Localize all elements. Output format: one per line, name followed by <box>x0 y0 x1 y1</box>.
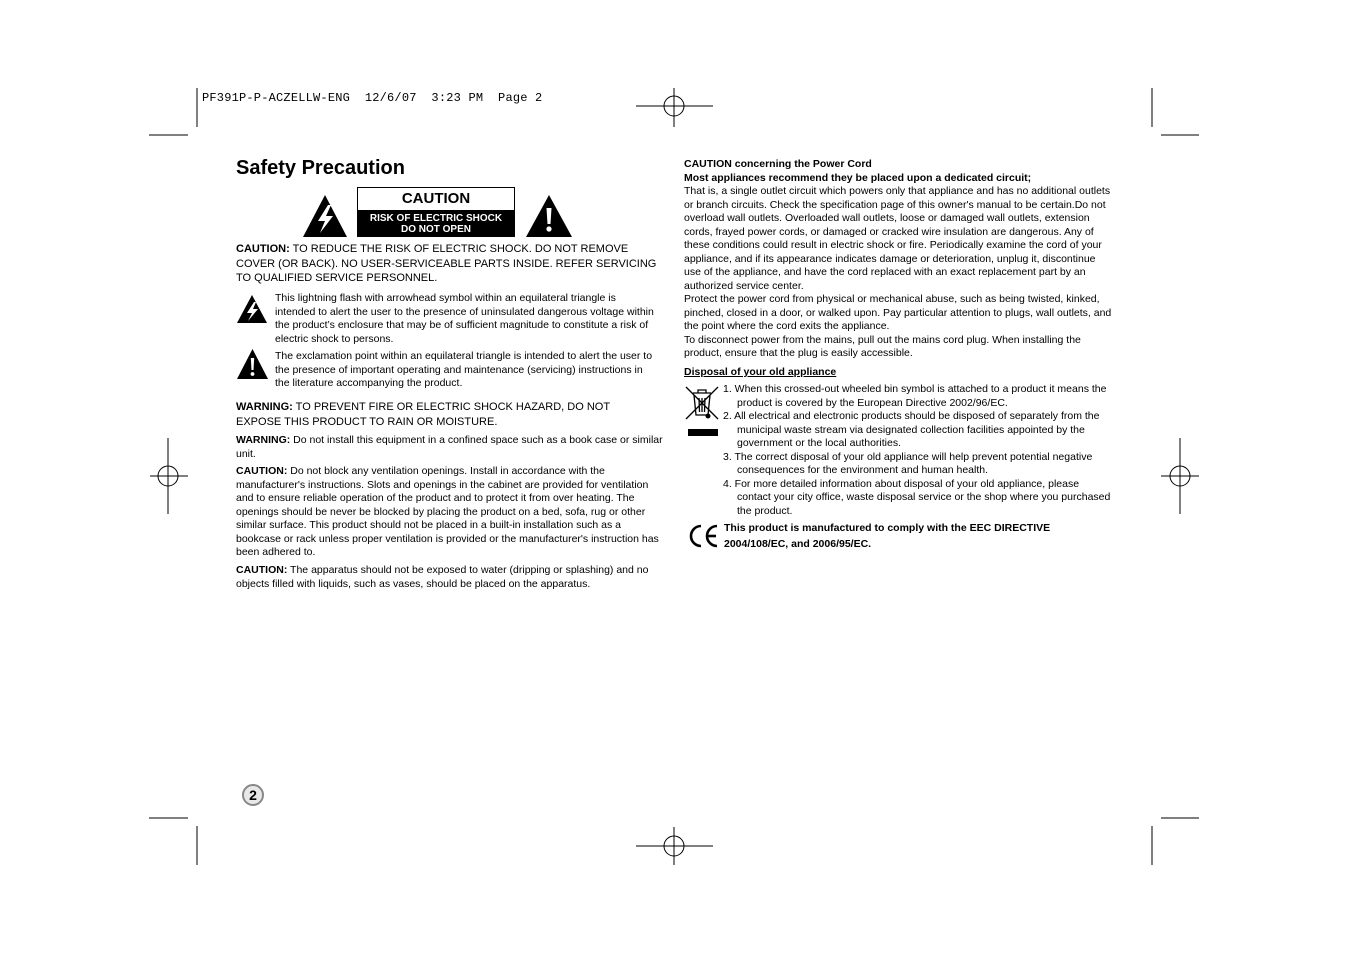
ventilation-paragraph <box>236 465 666 560</box>
exclamation-note: The exclamation point within an equilateral triangle is intended to alert the user to the presence of important operating and maintenance (servicing) instructions in the literature accompanying the product. <box>275 350 653 389</box>
cord-subheading: Most appliances recommend they be placed upon a dedicated circuit; <box>684 171 1032 184</box>
disposal-item: 1. When this crossed-out wheeled bin symbol is attached to a product it means the product is covered by the European Directive 2002/96/EC. <box>723 383 1107 409</box>
warning-paragraph-2 <box>236 434 666 461</box>
caution-label <box>357 187 515 237</box>
caution-lead: CAUTION: <box>236 243 290 255</box>
disposal-item: 2. All electrical and electronic products should be disposed of separately from the municipal waste stream via designated collection facilities appointed by the government or the local authorities. <box>723 410 1100 449</box>
ce-mark-icon <box>686 522 720 550</box>
warning-text-1: TO PREVENT FIRE OR ELECTRIC SHOCK HAZARD, DO NOT EXPOSE THIS PRODUCT TO RAIN OR MOISTURE. <box>236 401 610 428</box>
cord-paragraph-2: Protect the power cord from physical or mechanical abuse, such as being twisted, kinked, pinched, closed in a door, or walked upon. Pay particular attention to plugs, wall outlets, and the point where the cord exits the appliance. <box>684 293 1112 332</box>
disposal-item: 3. The correct disposal of your old appliance will help prevent potential negative consequences for the environment and human health. <box>723 450 1093 476</box>
caution-text: TO REDUCE THE RISK OF ELECTRIC SHOCK. DO NOT REMOVE COVER (OR BACK). NO USER-SERVICEABLE PARTS INSIDE. REFER SERVICING TO QUALIFIED SERVICE PERSONNEL. <box>236 243 657 284</box>
water-text: The apparatus should not be exposed to water (dripping or splashing) and no objects filled with liquids, such as vases, should be placed on the apparatus. <box>236 564 649 590</box>
lightning-triangle-small-icon <box>236 294 268 324</box>
lightning-note: This lightning flash with arrowhead symbol within an equilateral triangle is intended to alert the user to the presence of uninsulated dangerous voltage within the product’s enclosure that may be of sufficient magnitude to constitute a risk of electric shock to persons. <box>275 292 654 345</box>
power-cord-section <box>684 158 1114 361</box>
ce-compliance-text: This product is manufactured to comply with the EEC DIRECTIVE 2004/108/EC, and 2006/95/EC. <box>724 522 1051 550</box>
exclamation-triangle-small-icon <box>236 348 269 380</box>
caution-line-1: RISK OF ELECTRIC SHOCK <box>369 213 503 224</box>
print-slug: PF391P-P-ACZELLW-ENG 12/6/07 3:23 PM Page 2 <box>202 91 543 105</box>
disposal-list <box>723 383 1115 518</box>
page-number: 2 <box>242 784 264 806</box>
warning-paragraph-1 <box>236 400 656 429</box>
disposal-item: 4. For more detailed information about disposal of your old appliance, please contact your city office, waste disposal service or the shop where you purchased the product. <box>723 477 1111 517</box>
ventilation-lead: CAUTION: <box>236 465 288 477</box>
warning-lead-1: WARNING: <box>236 401 293 413</box>
water-lead: CAUTION: <box>236 564 288 576</box>
water-paragraph <box>236 564 668 591</box>
crossed-out-bin-icon <box>684 384 720 438</box>
lightning-triangle-icon <box>302 194 348 238</box>
page-title: Safety Precaution <box>236 157 405 179</box>
caution-word: CAUTION <box>358 188 514 211</box>
warning-text-2: Do not install this equipment in a confined space such as a book case or similar unit. <box>236 434 663 460</box>
cord-paragraph-1: That is, a single outlet circuit which powers only that appliance and has no additional outlets or branch circuits. Check the specification page of this owner's manual to be certain.Do not overload wall outlets. Overloaded wall outlets, loose or damaged wall outlets, extension cords, frayed power cords, or damaged or cracked wire insulation are dangerous. Any of these conditions could result in electric shock or fire. Periodically examine the cord of your appliance, and if its appearance indicates damage or deterioration, unplug it, discontinue use of the appliance, and have the cord replaced with an exact replacement part by an authorized service center. <box>684 185 1111 292</box>
caution-sub <box>358 211 514 237</box>
ventilation-text: Do not block any ventilation openings. Install in accordance with the manufacturer's instructions. Slots and openings in the cabinet are provided for ventilation and to ensure reliable operation of the product and to protect it from over heating. The openings should be never be blocked by placing the product on a bed, sofa, rug or other similar surface. This product should not be placed in a built-in installation such as a bookcase or rack unless proper ventilation is provided or the manufacturer's instruction has been adhered to. <box>236 465 659 558</box>
cord-heading: CAUTION concerning the Power Cord <box>684 158 872 170</box>
caution-paragraph <box>236 242 666 286</box>
exclamation-triangle-icon <box>525 194 573 238</box>
disposal-heading: Disposal of your old appliance <box>684 366 837 378</box>
warning-lead-2: WARNING: <box>236 434 291 446</box>
caution-line-2: DO NOT OPEN <box>400 224 471 235</box>
cord-paragraph-3: To disconnect power from the mains, pull out the mains cord plug. When installing the product, ensure that the plug is easily accessible. <box>684 333 1081 359</box>
